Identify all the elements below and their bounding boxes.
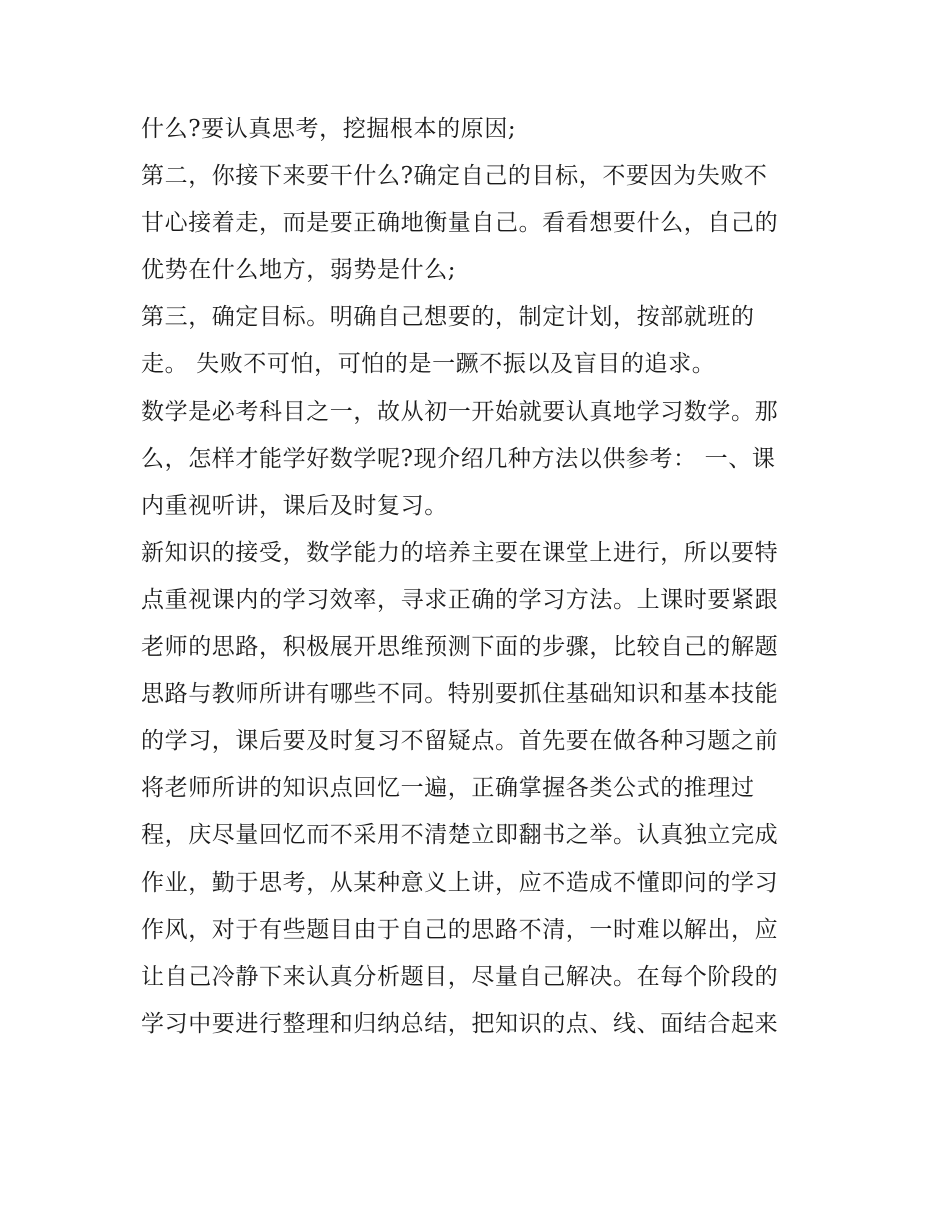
text-line: 新知识的接受，数学能力的培养主要在课堂上进行，所以要特: [141, 539, 779, 566]
text-line: 优势在什么地方，弱势是什么;: [141, 257, 457, 284]
text-line: 将老师所讲的知识点回忆一遍，正确掌握各类公式的推理过: [141, 775, 755, 802]
text-line: 走。 失败不可怕，可怕的是一蹶不振以及盲目的追求。: [141, 351, 716, 378]
text-line: 让自己冷静下来认真分析题目，尽量自己解决。在每个阶段的: [141, 963, 779, 990]
text-line: 学习中要进行整理和归纳总结，把知识的点、线、面结合起来: [141, 1010, 779, 1037]
text-line: 思路与教师所讲有哪些不同。特别要抓住基础知识和基本技能: [141, 681, 779, 708]
text-line: 第二，你接下来要干什么?确定自己的目标，不要因为失败不: [141, 163, 768, 190]
text-line: 什么?要认真思考，挖掘根本的原因;: [141, 116, 517, 142]
text-line: 点重视课内的学习效率，寻求正确的学习方法。上课时要紧跟: [141, 586, 779, 613]
text-line: 的学习，课后要及时复习不留疑点。首先要在做各种习题之前: [141, 728, 779, 755]
text-line: 程，庆尽量回忆而不采用不清楚立即翻书之举。认真独立完成: [141, 822, 779, 849]
text-line: 作业，勤于思考，从某种意义上讲，应不造成不懂即问的学习: [141, 869, 779, 896]
text-line: 老师的思路，积极展开思维预测下面的步骤，比较自己的解题: [141, 634, 779, 661]
text-line: 数学是必考科目之一，故从初一开始就要认真地学习数学。那: [141, 398, 779, 425]
text-line: 作风，对于有些题目由于自己的思路不清，一时难以解出，应: [141, 916, 779, 943]
text-line: 甘心接着走，而是要正确地衡量自己。看看想要什么，自己的: [141, 210, 779, 237]
text-line: 内重视听讲，课后及时复习。: [141, 492, 448, 519]
text-line: 第三，确定目标。明确自己想要的，制定计划，按部就班的: [141, 304, 755, 331]
document-body: [141, 106, 821, 1048]
text-line: 么，怎样才能学好数学呢?现介绍几种方法以供参考： 一、课: [141, 445, 776, 472]
